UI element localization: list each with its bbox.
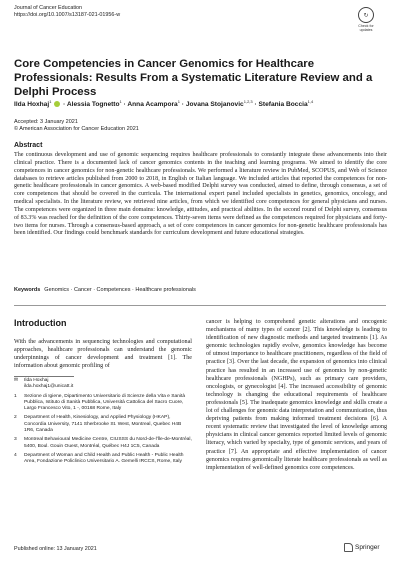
footnote-divider [14, 376, 74, 377]
affiliation: 4 Department of Woman and Child Health and Public Health - Public Health Area, Fondazione Policlinico Universitario A. Gemelli IRCCS, Rome, Italy [14, 452, 184, 465]
author[interactable]: Stefania Boccia$^{1,4}$ [258, 99, 314, 109]
check-for-updates-badge[interactable] [356, 7, 376, 33]
refresh-icon: ↻ [358, 7, 374, 23]
author[interactable]: Anna Acampora$^1$ [127, 99, 180, 109]
journal-header [14, 5, 120, 19]
doi-link[interactable]: https://doi.org/10.1007/s13187-021-01956-w [14, 12, 121, 18]
affiliation: 3 Montreal Behavioural Medicine Centre, CIUSSS du Nord-de-l'Île-de-Montréal, 5400, Boul. Gouin Ouest, Montréal, Québec H4J 1C5, Canada [14, 437, 192, 449]
section-divider [14, 305, 386, 306]
author-list: Ilda Hoxhaj$^1$ · Alessia Tognetto$^1$ · Anna Acampora$^1$ · Jovana Stojanovic$^{1,2,3}$ · Stefania Boccia$^{1,4}$ [14, 99, 314, 109]
author[interactable]: Alessia Tognetto$^1$ [66, 99, 122, 109]
published-date: Published online: 13 January 2021 [14, 546, 97, 552]
abstract-heading: Abstract [14, 142, 43, 149]
correspondence-name: Ilda Hoxhaj [24, 378, 49, 383]
affiliation: 1 Sezione di Igiene, Dipartimento Universitario di Scienze della Vita e Sanità Pubblica, Istituto di Sanità Pubblica, Università Cattolica del Sacro Cuore, Largo Francesco Vito, 1 -, 00168 Rome, Italy [14, 393, 186, 412]
affiliation-footnotes [14, 378, 192, 469]
publisher-name: Springer [355, 544, 380, 551]
accepted-date: Accepted: 3 January 2021 [14, 119, 78, 125]
abstract-text: The continuous development and use of genomic sequencing requires healthcare professionals to constantly integrate these advancements into their clinical practice. There is a documented lack of cancer genomics contents in the teaching and learning programs. We aimed to identify the core competences in cancer genomics for non-genetic healthcare professionals. We performed a literature review in PubMed, SCOPUS, and Web of Science databases to retrieve articles published from 2000 to 2018, in English or Italian language. We included articles that reported the competences for non-genetic healthcare professionals in cancer genomics. A web-based modified Delphi survey was conducted, aimed to define, through consensus, a set of core competences that should be covered in the curricula. The international expert panel included specialists in genetics, genomics, oncology, and medical specialists. In the literature review, we retrieved nine articles, from which we identified core competences for general physicians and nurses. The competences were organized in three main domains: knowledge, attitudes, and practical abilities. In the second round of Delphi survey, consensus of 83.3% was reached for the definition of the core competences. Thirty-seven items were defined as the competences required for physicians and forty-two items for nurses. Through a consensus-based approach, a set of core competences in cancer genomics for non-genetic healthcare professionals has been identified. Our findings could benchmark standards for curriculum development and future educational strategies. [14, 152, 387, 237]
keywords-label: Keywords [14, 287, 41, 293]
affiliation: 2 Department of Health, Kinesiology, and Applied Physiology (HKAP), Concordia University, 7141 Sherbrooke St. West, Montreal, Quebec H4B 1R6, Canada [14, 415, 182, 434]
publisher-logo [344, 543, 380, 552]
badge-label: Check for updates [358, 24, 374, 32]
springer-horse-icon [344, 543, 353, 552]
author[interactable]: Ilda Hoxhaj$^1$ [14, 99, 52, 109]
envelope-icon: ✉ [14, 378, 19, 383]
keywords [14, 287, 196, 294]
article-dates [14, 119, 139, 133]
correspondence [14, 378, 192, 391]
article-title: Core Competencies in Cancer Genomics for Healthcare Professionals: Results From a Systematic Literature Review and a Delphi Process [14, 58, 373, 98]
orcid-icon[interactable] [54, 101, 60, 107]
author[interactable]: Jovana Stojanovic$^{1,2,3}$ [185, 99, 253, 109]
introduction-text-right: cancer is helping to comprehend genetic alterations and oncogenic mechanisms of many types of cancer [2]. This knowledge is leading to identification of new diagnostic methods and targeted treatments [1]. As genomic technologies rapidly evolve, genomics knowledge has become of utmost importance to healthcare practitioners, regardless of the field of practice [3]. Over the last decade, the expansion of genomics into clinical practice has resulted in an increased use of genomics by non-genetic healthcare professionals (NGHPs), such as primary care providers, oncologists, or gynecologist [4]. The increased accessibility of genomic technology is changing the educational requirements of healthcare professionals [5]. The inadequate genomics knowledge and skills create a lot of challenges for genomic data interpretation and communication, thus depriving patients from making informed treatment decisions [6]. A recent systematic review that investigated the level of knowledge among physicians in clinical cancer genomics reported limited levels of genomic literacy, which varied by specialty, type of genomic services, and years of practice [7]. An appropriate and effective implementation of cancer genomics requires genomically literate healthcare professionals as well as implementation of well-defined genomics core competences. [206, 319, 387, 471]
correspondence-email[interactable]: ilda.hoxhaj1@unicatt.it [24, 384, 74, 390]
journal-name: Journal of Cancer Education [14, 5, 83, 11]
copyright-notice: © American Association for Cancer Education 2021 [14, 126, 139, 132]
keywords-list: Genomics · Cancer · Competences · Healthcare professionals [44, 287, 196, 293]
introduction-text-left: With the advancements in sequencing technologies and computational approaches, healthcare professionals can understand the genomic underpinnings of cancer development and treatment [1]. The information about genomic profiling of [14, 339, 192, 370]
introduction-heading: Introduction [14, 318, 67, 328]
